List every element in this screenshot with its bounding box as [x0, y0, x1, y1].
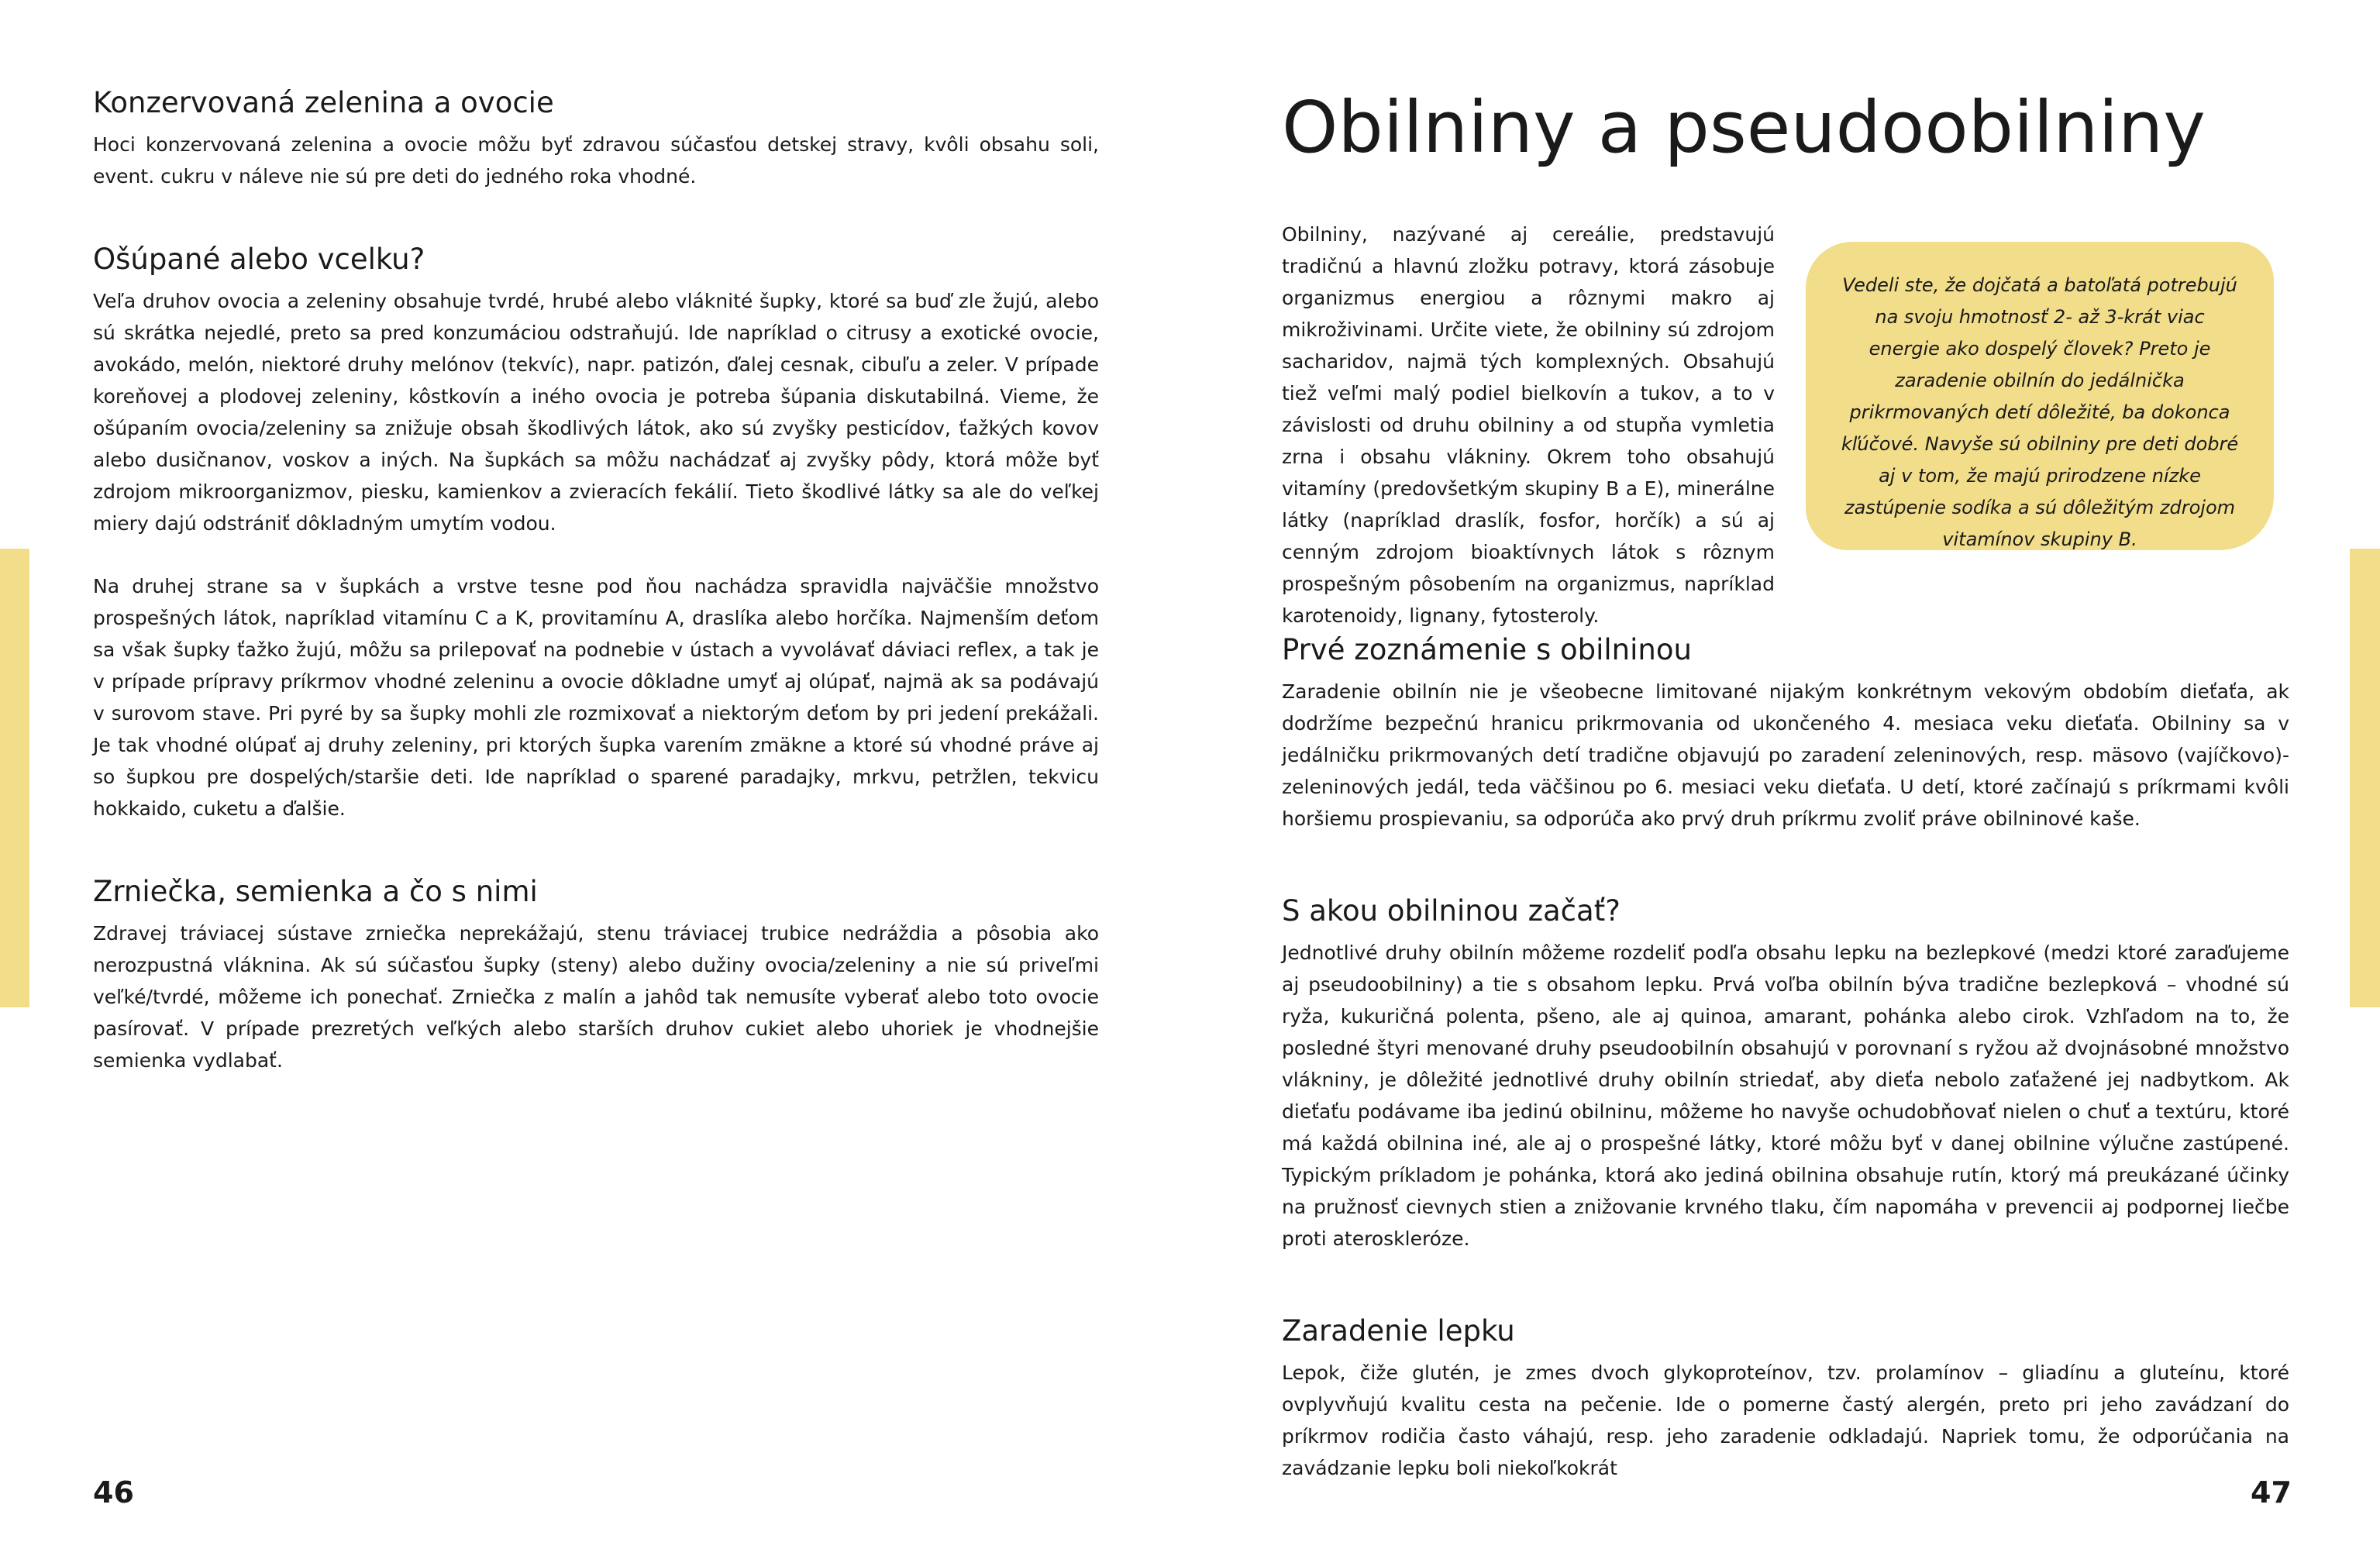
section-heading-canned: Konzervovaná zelenina a ovocie — [93, 86, 554, 119]
page-number-left: 46 — [93, 1475, 134, 1510]
section-text-first-intro: Zaradenie obilnín nie je všeobecne limitované nijakým konkrétnym vekovým obdobím dieťaťa, ak dodržíme bezpečnú hranicu prikrmovania od ukončeného 4. mesiaca veku dieťaťa. Obilniny sa v jedálničku prikrmovaných detí tradične objavujú po zaradení zeleninových, resp. mäsovo (vajíčkovo)-zeleninových jedál, teda väčšinou po 6. mesiaci veku dieťaťa. U detí, ktoré začínajú s príkrmami kvôli horšiemu prospievaniu, sa odporúča ako prvý druh príkrmu zvoliť práve obilninové kaše. — [1282, 680, 2289, 830]
section-heading-first-intro: Prvé zoznámenie s obilninou — [1282, 633, 1692, 666]
fact-box-text: Vedeli ste, že dojčatá a batoľatá potrebujú na svoju hmotnosť 2- až 3-krát viac energie ako dospelý človek? Preto je zaradenie obilnín do jedálnička prikrmovaných detí dôležité, ba dokonca kľúčové. Navyše sú obilniny pre deti dobré aj v tom, že majú prirodzene nízke zastúpenie sodíka a sú dôležitým zdrojom vitamínov skupiny B. — [1841, 274, 2239, 550]
section-heading-which-grain: S akou obilninou začať? — [1282, 894, 1621, 928]
left-column — [93, 85, 1099, 1076]
section-text-which-grain: Jednotlivé druhy obilnín môžeme rozdeliť podľa obsahu lepku na bezlepkové (medzi ktoré zaraďujeme aj pseudoobilniny) a tie s obsahom lepku. Prvá voľba obilnín býva tradične bezlepková – vhodné sú ryža, kukuričná polenta, pšeno, ale aj quinoa, amarant, pohánka alebo cirok. Vzhľadom na to, že posledné štyri menované druhy pseudoobilnín obsahujú v porovnaní s ryžou až dvojnásobné množstvo vlákniny, je dôležité jednotlivé druhy obilnín striedať, aby dieťa nebolo zaťažené jej nadbytkom. Ak dieťaťu podávame iba jedinú obilninu, môžeme ho navyše ochudobňovať nielen o chuť a textúru, ktoré má každá obilnina iné, ale aj o prospešné látky, ktoré môžu byť v danej obilnine výlučne zastúpené. Typickým príkladom je pohánka, ktorá ako jediná obilnina obsahuje rutín, ktorý má preukázané účinky na pružnosť cievnych stien a znižovanie krvného tlaku, čím napomáha v prevencii aj podpornej liečbe proti ateroskleróze. — [1282, 942, 2289, 1250]
right-top-column — [1282, 85, 2289, 627]
right-body-column — [1282, 632, 2289, 1484]
chapter-title: Obilniny a pseudoobilniny — [1282, 86, 2206, 169]
section-text-peeled-2: Na druhej strane sa v šupkách a vrstve tesne pod ňou nachádza spravidla najväčšie množstvo prospešných látok, napríklad vitamínu C a K, provitamínu A, draslíka alebo horčíka. Najmenším deťom sa však šupky ťažko žujú, môžu sa prilepovať na podnebie v ústach a vyvolávať dáviaci reflex, a tak je v prípade prípravy príkrmov vhodné zeleninu a ovocie dôkladne umyť aj olúpať, najmä ak sa podávajú v surovom stave. Pri pyré by sa šupky mohli zle rozmixovať a niektorým deťom by pri jedení prekážali. Je tak vhodné olúpať aj druhy zeleniny, pri ktorých šupka varením zmäkne a ktoré sú vhodné práve aj so šupkou pre dospelých/staršie deti. Ide napríklad o sparené paradajky, mrkvu, petržlen, tekvicu hokkaido, cuketu a ďalšie. — [93, 575, 1099, 820]
fact-box — [1806, 242, 2274, 550]
section-heading-seeds: Zrniečka, semienka a čo s nimi — [93, 875, 538, 908]
section-text-gluten: Lepok, čiže glutén, je zmes dvoch glykoproteínov, tzv. prolamínov – gliadínu a gluteínu, ktoré ovplyvňujú kvalitu cesta na pečenie. Ide o pomerne častý alergén, preto pri jeho zavádzaní do príkrmov rodičia často váhajú, resp. jeho zaradenie odkladajú. Napriek tomu, že odporúčania na zavádzanie lepku boli niekoľkokrát — [1282, 1362, 2289, 1479]
section-text-seeds: Zdravej tráviacej sústave zrniečka neprekážajú, stenu tráviacej trubice nedráždia a pôsobia ako nerozpustná vláknina. Ak sú súčasťou šupky (steny) alebo dužiny ovocia/zeleniny a nie sú priveľmi veľké/tvrdé, môžeme ich ponechať. Zrniečka z malín a jahôd tak nemusíte vyberať alebo toto ovocie pasírovať. V prípade prezretých veľkých alebo starších druhov cukiet alebo uhoriek je vhodnejšie semienka vydlabať. — [93, 922, 1099, 1072]
left-edge-tab — [0, 549, 29, 1007]
page-number-right: 47 — [2251, 1475, 2292, 1510]
section-heading-gluten: Zaradenie lepku — [1282, 1314, 1515, 1348]
section-text-canned: Hoci konzervovaná zelenina a ovocie môžu byť zdravou súčasťou detskej stravy, kvôli obsahu soli, event. cukru v náleve nie sú pre deti do jedného roka vhodné. — [93, 133, 1099, 188]
section-heading-peeled: Ošúpané alebo vcelku? — [93, 243, 425, 276]
section-text-peeled-1: Veľa druhov ovocia a zeleniny obsahuje tvrdé, hrubé alebo vláknité šupky, ktoré sa buď zle žujú, alebo sú skrátka nejedlé, preto sa pred konzumáciou odstraňujú. Ide napríklad o citrusy a exotické ovocie, avokádo, melón, niektoré druhy melónov (tekvíc), napr. patizón, ďalej cesnak, cibuľu a zeler. V prípade koreňovej a plodovej zeleniny, kôstkovín a iného ovocia je potreba šúpania diskutabilná. Vieme, že ošúpaním ovocia/zeleniny sa znižuje obsah škodlivých látok, ako sú zvyšky pesticídov, ťažkých kovov alebo dusičnanov, voskov a iných. Na šupkách sa môžu nachádzať aj zvyšky pôdy, ktorá môže byť zdrojom mikroorganizmov, piesku, kamienkov a zvieracích fekálií. Tieto škodlivé látky sa ale do veľkej miery dajú odstrániť dôkladným umytím vodou. — [93, 290, 1099, 535]
intro-paragraph: Obilniny, nazývané aj cereálie, predstavujú tradičnú a hlavnú zložku potravy, ktorá zásobuje organizmus energiou a rôznymi makro aj mikroživinami. Určite viete, že obilniny sú zdrojom sacharidov, najmä tých komplexných. Obsahujú tiež veľmi malý podiel bielkovín a tukov, a to v závislosti od druhu obilniny a od stupňa vymletia zrna i obsahu vlákniny. Okrem toho obsahujú vitamíny (predovšetkým skupiny B a E), minerálne látky (napríklad draslík, fosfor, horčík) a sú aj cenným zdrojom bioaktívnych látok s rôznym prospešným pôsobením na organizmus, napríklad karotenoidy, lignany, fytosteroly. — [1282, 223, 1775, 627]
intro-row — [1282, 219, 2289, 627]
